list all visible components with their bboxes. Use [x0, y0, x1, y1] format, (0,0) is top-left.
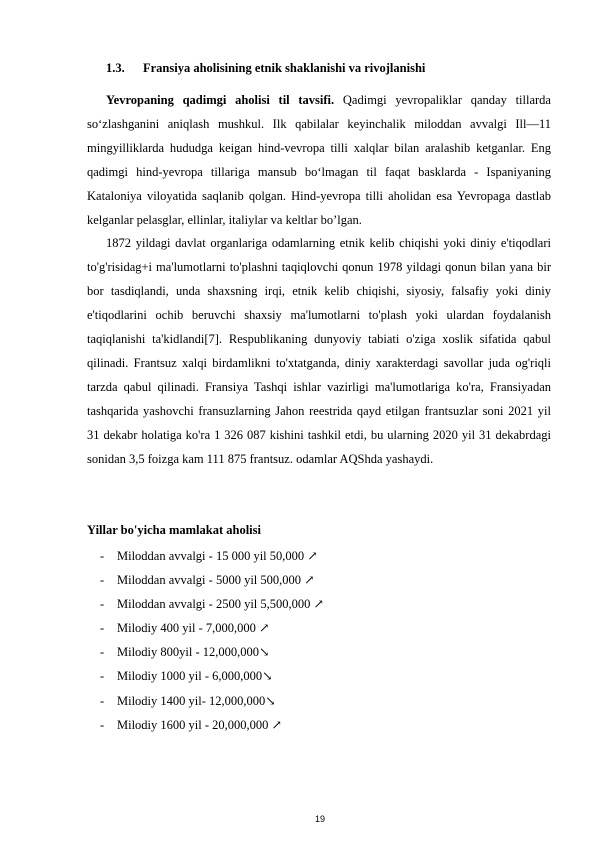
list-dash: - [100, 621, 105, 636]
list-item-text: Milodiy 1600 yil - 20,000,000 [117, 717, 269, 732]
list-item-text: Miloddan avvalgi - 5000 yil 500,000 [117, 573, 302, 588]
trend-up-icon: ↗ [307, 549, 318, 563]
list-item-text: Miloddan avvalgi - 2500 yil 5,500,000 [117, 597, 311, 612]
list-item-text: Miloddan avvalgi - 15 000 yil 50,000 [117, 549, 305, 563]
list-item [87, 570, 551, 594]
list-dash: - [100, 693, 105, 708]
population-list [87, 546, 551, 739]
list-item-text: Milodiy 400 yil - 7,000,000 [117, 621, 256, 636]
trend-down-icon: ↘ [259, 645, 270, 660]
body-text [87, 89, 551, 472]
list-item [87, 618, 551, 642]
section-heading [106, 58, 526, 78]
list-item [87, 594, 551, 618]
list-item [87, 666, 551, 690]
list-dash: - [100, 645, 105, 660]
list-dash: - [100, 549, 105, 563]
section-number: 1.3. [106, 61, 125, 75]
page-number: 19 [314, 814, 325, 824]
trend-down-icon: ↘ [262, 669, 273, 684]
list-item-text: Milodiy 1000 yil - 6,000,000 [117, 669, 263, 684]
list-dash: - [100, 669, 105, 684]
list-item-text: Milodiy 1400 yil- 12,000,000 [117, 693, 266, 708]
section-title: Fransiya aholisining etnik shaklanishi va rivojlanishi [143, 61, 426, 75]
list-item [87, 715, 551, 739]
trend-down-icon: ↘ [265, 693, 276, 708]
list-dash: - [100, 573, 105, 588]
trend-up-icon: ↗ [259, 621, 270, 636]
trend-up-icon: ↗ [313, 597, 324, 612]
trend-up-icon: ↗ [271, 717, 283, 732]
list-item [87, 546, 551, 570]
list-dash: - [100, 717, 105, 732]
paragraph-1 [87, 89, 551, 232]
list-item-text: Milodiy 800yil - 12,000,000 [117, 645, 260, 660]
paragraph-2 [87, 232, 551, 471]
list-item [87, 691, 551, 715]
trend-up-icon: ↗ [304, 573, 315, 588]
paragraph-2-text: 1872 yildagi davlat organlariga odamlarning etnik kelib chiqishi yoki diniy e'tiqodlari to'g'risidag+i ma'lumotlarni to'plashni taqiqlovchi qonun 1978 yildagi qonun bilan yana bir bor tasdiqlandi, unda shaxsning irqi, etnik kelib chiqishi, siyosiy, falsafiy yoki diniy e'tiqodlarini ochib beruvchi shaxsiy ma'lumotlarni to'plash yoki ulardan foydalanish taqiqlanishi ta'kidlandi[7]. Respublikaning dunyoviy tabiati o'ziga xoslik sifatida qabul qilinadi. Frantsuz xalqi birdamlikni to'xtatganda, diniy xarakterdagi savollar juda og'riqli tarzda qabul qilinadi. Fransiya Tashqi ishlar vazirligi ma'lumotlariga ko'ra, Fransiyadan tashqarida yashovchi fransuzlarning Jahon reestrida qayd etilgan frantsuzlar soni 2021 yil 31 dekabr holatiga ko'ra 1 326 087 kishini tashkil etdi, bu ularning 2020 yil 31 dekabrdagi sonidan 3,5 foizga kam 111 875 frantsuz. odamlar AQShda yashaydi. [87, 236, 551, 466]
list-item [87, 642, 551, 666]
paragraph-1-text: Qadimgi yevropaliklar qanday tillarda so‘zlashganini aniqlash mushkul. Ilk qabilalar keyinchalik miloddan avvalgi Ill—11 mingyilliklarda hududga keigan hind-vevropa tilli xalqlar bilan aralashib ketganlar. Eng qadimgi hind-yevropa tillariga mansub bo‘lmagan til faqat basklarda - Ispaniyaning Kataloniya viloyatida saqlanib qolgan. Hind-yevropa tilli aholidan esa Yevropaga dastlab kelganlar pelasglar, ellinlar, italiylar va keltlar bo’lgan. [87, 93, 551, 227]
paragraph-1-lead: Yevropaning qadimgi aholisi til tavsifi. [106, 93, 335, 107]
list-dash: - [100, 597, 105, 612]
population-heading: Yillar bo'yicha mamlakat aholisi [87, 523, 261, 537]
